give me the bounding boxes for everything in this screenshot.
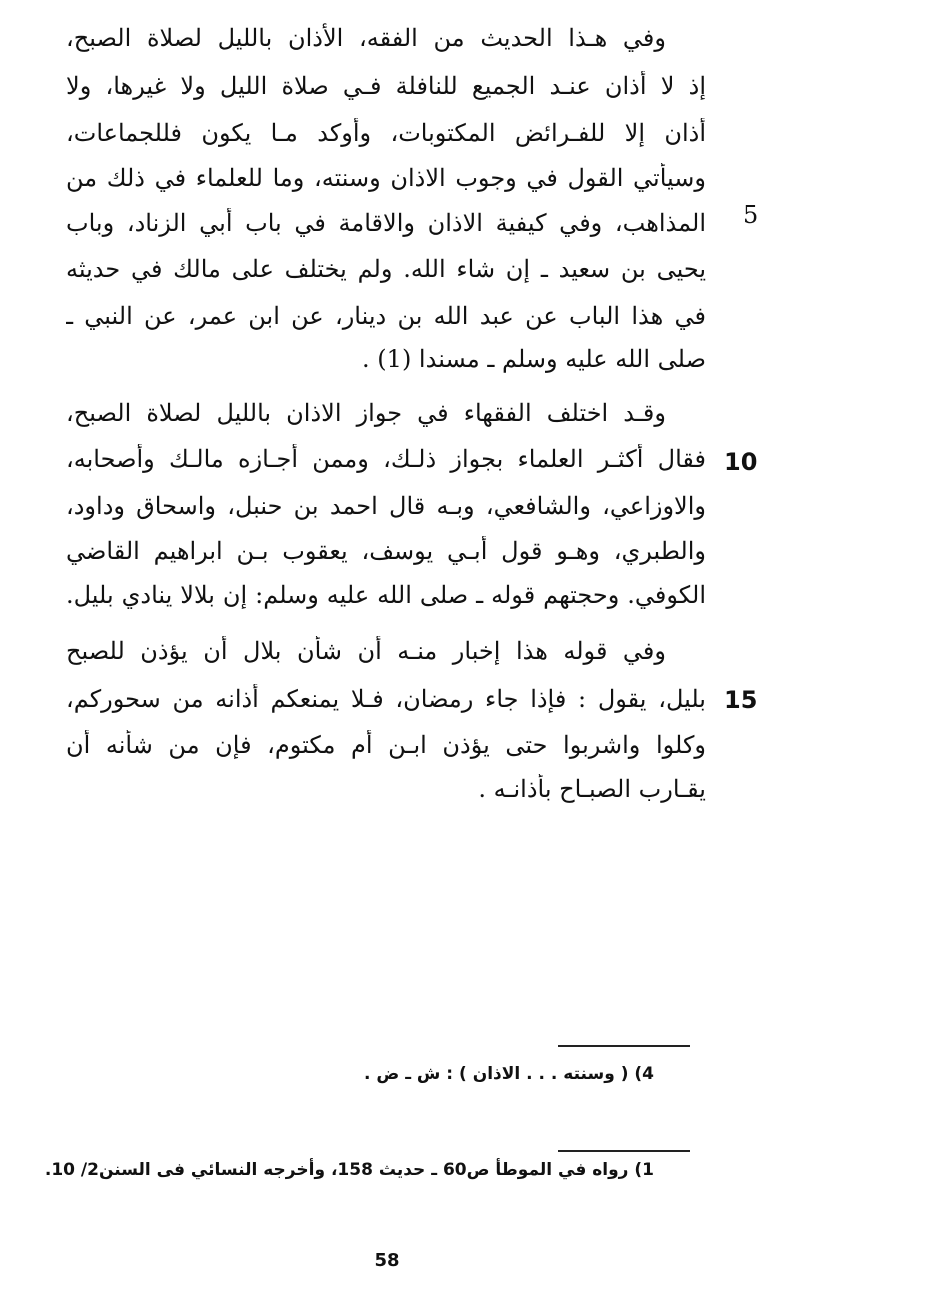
footnote-source: 1) رواه في الموطأ ص60 ـ حديث 158، وأخرجه النسائي فى السنن2/ 10.: [44, 1160, 654, 1180]
line-number-5: 5: [743, 201, 759, 229]
body-line-5: المذاهب، وفي كيفية الاذان والاقامة في باب أبي الزناد، وباب: [66, 209, 706, 237]
body-line-15: بليل، يقول : فإذا جاء رمضان، فـلا يمنعكم أذانه من سحوركم،: [66, 685, 706, 713]
body-line-16: وكلوا واشربوا حتى يؤذن ابـن أم مكتوم، فإن من شأنه أن: [66, 731, 706, 759]
body-line-7: في هذا الباب عن عبد الله بن دينار، عن ابن عمر، عن النبي ـ: [66, 302, 706, 330]
body-line-12: والطبري، وهـو قول أبـي يوسف، يعقوب بـن ابراهيم القاضي: [66, 537, 706, 565]
body-line-13: الكوفي. وحجتهم قوله ـ صلى الله عليه وسلم: إن بلالا ينادي بليل.: [66, 581, 706, 609]
body-line-6: يحيى بن سعيد ـ إن شاء الله. ولم يختلف على مالك في حديثه: [66, 255, 706, 283]
body-line-14: وفي قوله هذا إخبار منـه أن شأن بلال أن يؤذن للصبح: [66, 637, 666, 665]
body-line-10: فقال أكثـر العلماء بجواز ذلـك، وممن أجـازه مالـك وأصحابه،: [66, 445, 706, 473]
body-line-9: وقـد اختلف الفقهاء في جواز الاذان بالليل لصلاة الصبح،: [66, 399, 666, 427]
footnote-rule-variant: [558, 1045, 690, 1047]
body-line-3: أذان إلا للفـرائض المكتوبات، وأوكد مـا يكون فللجماعات،: [66, 119, 706, 147]
body-line-2: إذ لا أذان عنـد الجميع للنافلة فـي صلاة الليل ولا غيرها، ولا: [66, 72, 706, 100]
page-number: 58: [374, 1250, 400, 1271]
footnote-rule-source: [558, 1150, 690, 1152]
body-line-1: وفي هـذا الحديث من الفقه، الأذان بالليل لصلاة الصبح،: [66, 24, 666, 52]
body-line-17: يقـارب الصبـاح بأذانـه .: [478, 775, 706, 803]
body-line-8: صلى الله عليه وسلم ـ مسندا (1) .: [362, 345, 706, 373]
footnote-variant: 4) ( وسنته . . . الاذان ) : ش ـ ض .: [364, 1064, 654, 1084]
line-number-10: 10: [724, 448, 758, 476]
line-number-15: 15: [724, 686, 758, 714]
body-line-4: وسيأتي القول في وجوب الاذان وسنته، وما للعلماء في ذلك من: [66, 164, 706, 192]
body-line-11: والاوزاعي، والشافعي، وبـه قال احمد بن حنبل، واسحاق وداود،: [66, 492, 706, 520]
